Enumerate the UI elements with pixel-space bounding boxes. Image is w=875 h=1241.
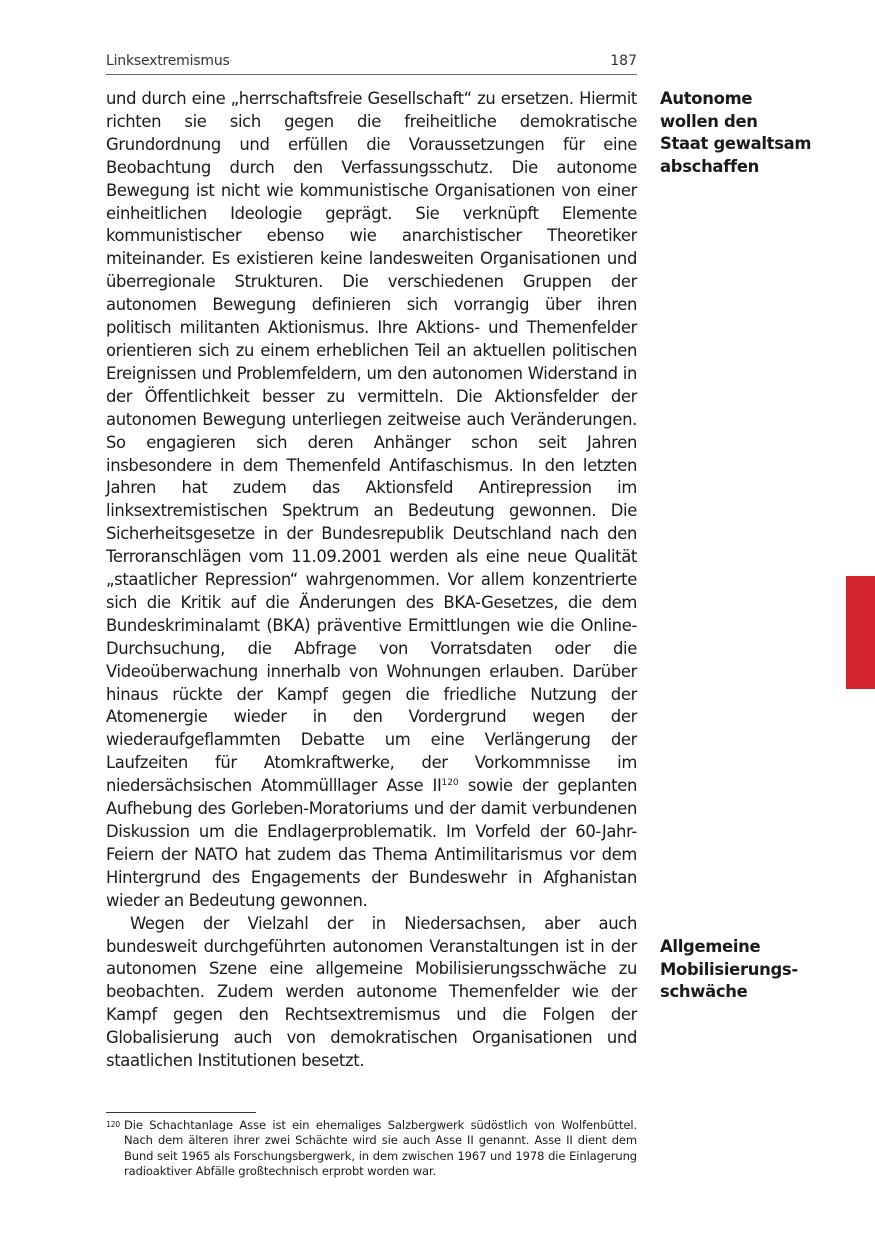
footnote-rule (106, 1112, 256, 1113)
margin-note-line: Autonome (660, 89, 753, 108)
page-number: 187 (610, 53, 637, 69)
main-text (106, 88, 637, 1073)
margin-note-autonome (660, 88, 820, 178)
footnote-text: Die Schachtanlage Asse ist ein ehemaliges Salzbergwerk südöstlich von Wolfenbüttel. Nach dem älteren ihrer zwei Schächte wird sie auch Asse II genannt. Asse II dient dem Bund seit 1965 als Forschungsbergwerk, in dem zwischen 1967 und 1978 die Einlagerung radioaktiver Abfälle großtechnisch erprobt worden war. (124, 1118, 637, 1179)
margin-note-line: abschaffen (660, 156, 760, 176)
header-rule (106, 74, 637, 75)
margin-note-line: wollen den (660, 111, 758, 131)
footnote-number: 120 (106, 1120, 121, 1129)
paragraph-1 (106, 88, 637, 913)
margin-note-line: Staat gewaltsam (660, 134, 812, 153)
paragraph-1-part-2: sowie der geplanten Aufhebung des Gorleben-Moratoriums und der damit verbundenen Diskussion um die Endlagerproblematik. Im Vorfeld der 60-Jahr-Feiern der NATO hat zudem das Thema Antimilitarismus vor dem Hintergrund des Engagements der Bundeswehr in Afghanistan wieder an Bedeutung gewonnen. (106, 776, 637, 910)
running-title: Linksextremismus (106, 53, 230, 69)
paragraph-2: Wegen der Vielzahl der in Niedersachsen, aber auch bundesweit durchgeführten autonomen Veranstaltungen ist in der autonomen Szene eine allgemeine Mobilisierungsschwäche zu beobachten. Zudem werden autonome Themenfelder wie der Kampf gegen den Rechtsextremismus und die Folgen der Globalisierung auch von demokratischen Organisationen und staatlichen Institutionen besetzt. (106, 913, 637, 1071)
margin-note-line: Allgemeine (660, 937, 761, 956)
footnote-reference[interactable]: 120 (441, 778, 459, 789)
paragraph-1-part-1: und durch eine „herrschaftsfreie Gesellschaft“ zu ersetzen. Hiermit richten sie sich gegen die freiheitliche demokratische Grundordnung und erfüllen die Voraussetzungen für eine Beobachtung durch den Verfassungsschutz. Die autonome Bewegung ist nicht wie kommunistische Organisationen von einer einheitlichen Ideologie geprägt. Sie verknüpft Elemente kommunistischer ebenso wie anarchistischer Theoretiker miteinander. Es existieren keine landesweiten Organisationen und überregionale Strukturen. Die verschiedenen Gruppen der autonomen Bewegung definieren sich vorrangig über ihren politisch militanten Aktionismus. Ihre Aktions- und Themenfelder orientieren sich zu einem erheblichen Teil an aktuellen politischen Ereignissen und Problemfeldern, um den autonomen Widerstand in der Öffentlichkeit besser zu vermitteln. Die Aktionsfelder der autonomen Bewegung unterliegen zeitweise auch Veränderungen. So engagieren sich deren Anhänger schon seit Jahren insbesondere in dem Themenfeld Antifaschismus. In den letzten Jahren hat zudem das Aktionsfeld Antirepression im linksextremistischen Spektrum an Bedeutung gewonnen. Die Sicherheitsgesetze in der Bundesrepublik Deutschland nach den Terroranschlägen vom 11.09.2001 werden als eine neue Qualität „staatlicher Repression“ wahrgenommen. Vor allem konzentrierte sich die Kritik auf die Änderungen des BKA-Gesetzes, die dem Bundeskriminalamt (BKA) präventive Ermittlungen wie die Online-Durchsuchung, die Abfrage von Vorratsdaten oder die Videoüberwachung innerhalb von Wohnungen erlauben. Darüber hinaus rückte der Kampf gegen die friedliche Nutzung der Atomenergie wieder in den Vordergrund wegen der wiederaufgeflammten Debatte um eine Verlängerung der Laufzeiten für Atomkraftwerke, der Vorkommnisse im niedersächsischen Atommülllager Asse II (106, 89, 637, 796)
margin-note-line: schwäche (660, 982, 748, 1001)
chapter-thumb-tab (846, 576, 875, 689)
margin-note-mobilisierung (660, 936, 820, 1004)
margin-note-line: Mobilisierungs- (660, 959, 798, 979)
page-header (106, 52, 637, 72)
footnote (106, 1118, 637, 1180)
